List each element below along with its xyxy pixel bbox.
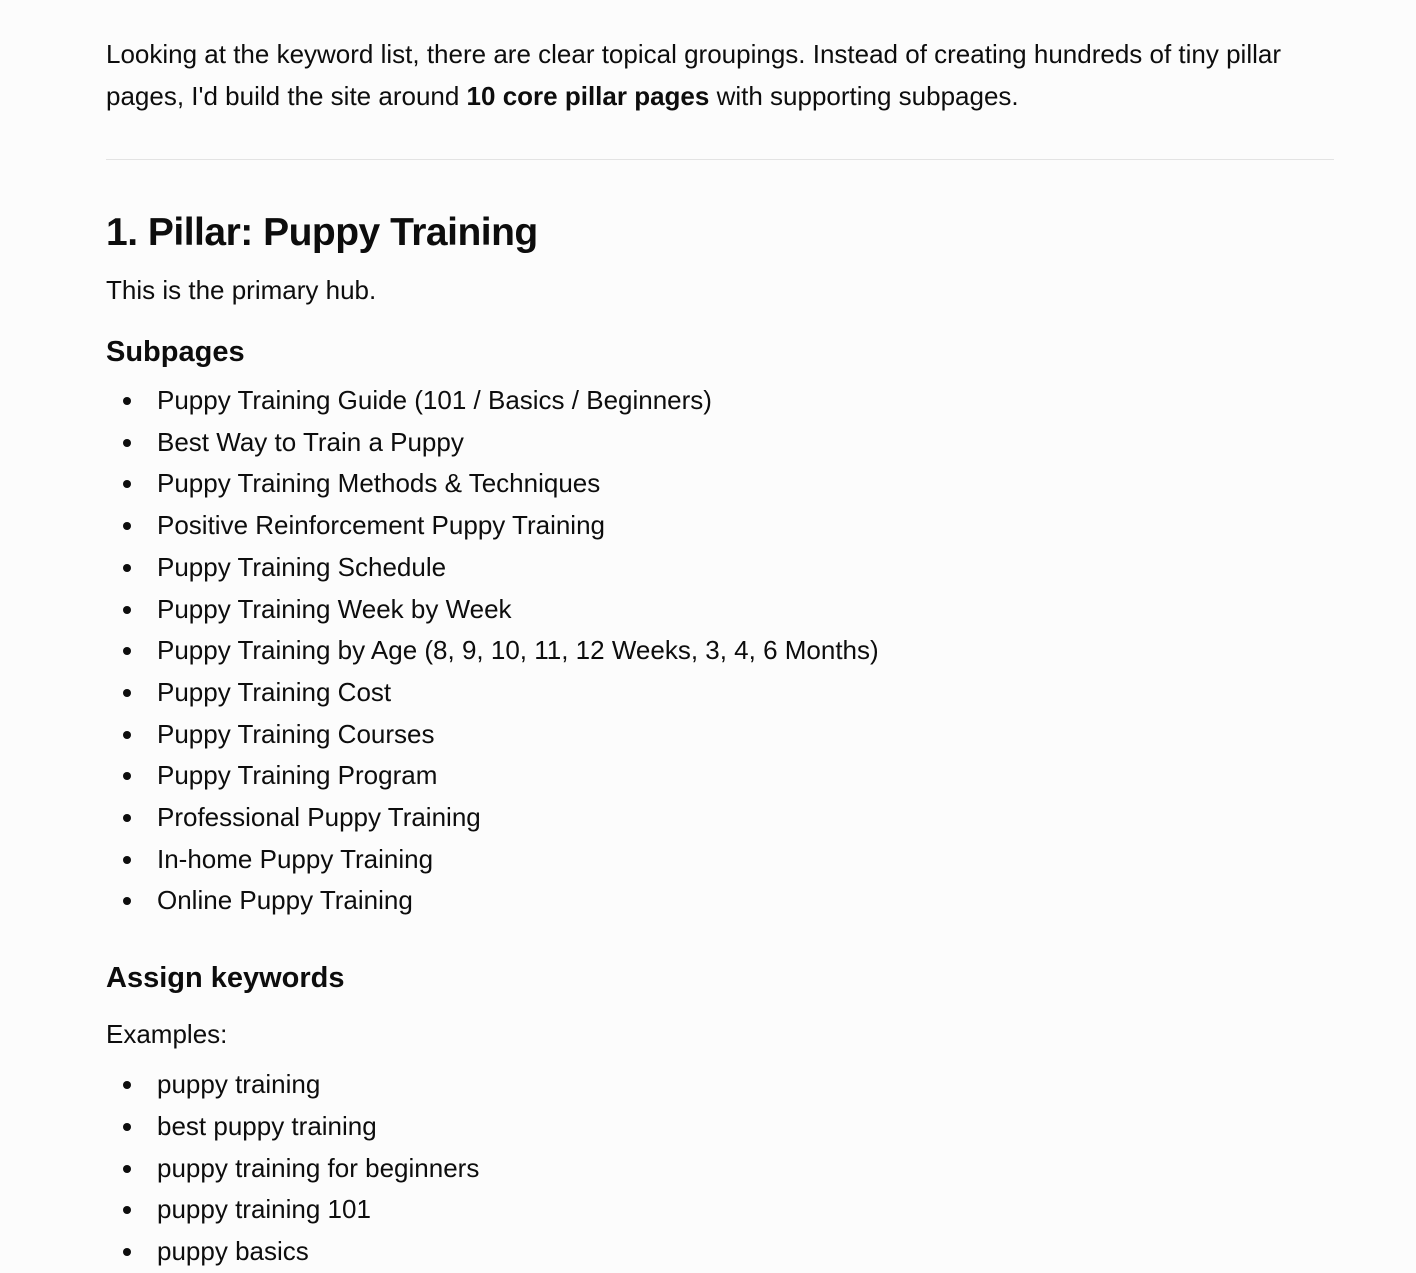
list-item — [106, 797, 1334, 839]
bullet-icon — [123, 1206, 131, 1214]
section-lead: This is the primary hub. — [106, 275, 377, 305]
list-item — [106, 755, 1334, 797]
list-item-text: Puppy Training Week by Week — [157, 593, 512, 624]
keyword-examples-list — [106, 1064, 1334, 1273]
examples-label: Examples: — [106, 1019, 228, 1050]
bullet-icon — [123, 814, 131, 822]
list-item — [106, 422, 1334, 464]
bullet-icon — [123, 1081, 131, 1089]
list-item — [106, 1189, 1334, 1231]
list-item-text: best puppy training — [157, 1110, 377, 1141]
list-item-text: Positive Reinforcement Puppy Training — [157, 510, 606, 541]
bullet-icon — [123, 439, 131, 447]
list-item-text: Best Way to Train a Puppy — [157, 426, 464, 457]
list-item — [106, 1148, 1334, 1190]
list-item — [106, 1231, 1334, 1273]
bullet-icon — [123, 1123, 131, 1131]
list-item — [106, 505, 1334, 547]
intro-bold-text: 10 core pillar pages — [466, 81, 710, 111]
intro-text-start: Looking at the keyword list, there are clear topical groupings. Instead of creating hundreds of tiny pillar pages, I'd build the site around — [106, 39, 1282, 111]
horizontal-divider — [106, 159, 1334, 160]
list-item — [106, 839, 1334, 881]
list-item — [106, 589, 1334, 631]
bullet-icon — [123, 480, 131, 488]
list-item-text: puppy basics — [157, 1235, 309, 1266]
list-item — [106, 463, 1334, 505]
list-item — [106, 880, 1334, 922]
list-item-text: Puppy Training Guide (101 / Basics / Beginners) — [157, 385, 712, 415]
assign-keywords-heading: Assign keywords — [106, 962, 345, 995]
bullet-icon — [123, 564, 131, 572]
bullet-icon — [123, 856, 131, 864]
document-content — [106, 33, 1334, 1273]
bullet-icon — [123, 522, 131, 530]
list-item-text: Puppy Training Methods & Techniques — [157, 468, 601, 499]
list-item-text: Online Puppy Training — [157, 885, 413, 916]
bullet-icon — [123, 647, 131, 655]
section-title: 1. Pillar: Puppy Training — [106, 211, 538, 254]
list-item — [106, 1106, 1334, 1148]
bullet-icon — [123, 772, 131, 780]
list-item — [106, 672, 1334, 714]
list-item — [106, 714, 1334, 756]
list-item — [106, 547, 1334, 589]
bullet-icon — [123, 606, 131, 614]
intro-paragraph — [106, 33, 1334, 117]
subpages-list — [106, 380, 1334, 922]
list-item-text: puppy training 101 — [157, 1194, 371, 1225]
list-item-text: In-home Puppy Training — [157, 843, 434, 874]
list-item — [106, 1064, 1334, 1106]
bullet-icon — [123, 689, 131, 697]
list-item-text: Professional Puppy Training — [157, 802, 481, 833]
list-item-text: Puppy Training Courses — [157, 718, 435, 749]
list-item — [106, 630, 1334, 672]
list-item — [106, 380, 1334, 422]
subpages-heading: Subpages — [106, 336, 245, 368]
list-item-text: puppy training — [157, 1069, 321, 1100]
list-item-text: puppy training for beginners — [157, 1152, 480, 1183]
bullet-icon — [123, 897, 131, 905]
list-item-text: Puppy Training by Age (8, 9, 10, 11, 12 Weeks, 3, 4, 6 Months) — [157, 635, 879, 666]
list-item-text: Puppy Training Cost — [157, 676, 392, 707]
bullet-icon — [123, 1165, 131, 1173]
list-item-text: Puppy Training Schedule — [157, 551, 447, 582]
bullet-icon — [123, 731, 131, 739]
bullet-icon — [123, 397, 131, 405]
intro-text-end: with supporting subpages. — [709, 81, 1019, 111]
bullet-icon — [123, 1248, 131, 1256]
list-item-text: Puppy Training Program — [157, 760, 438, 791]
